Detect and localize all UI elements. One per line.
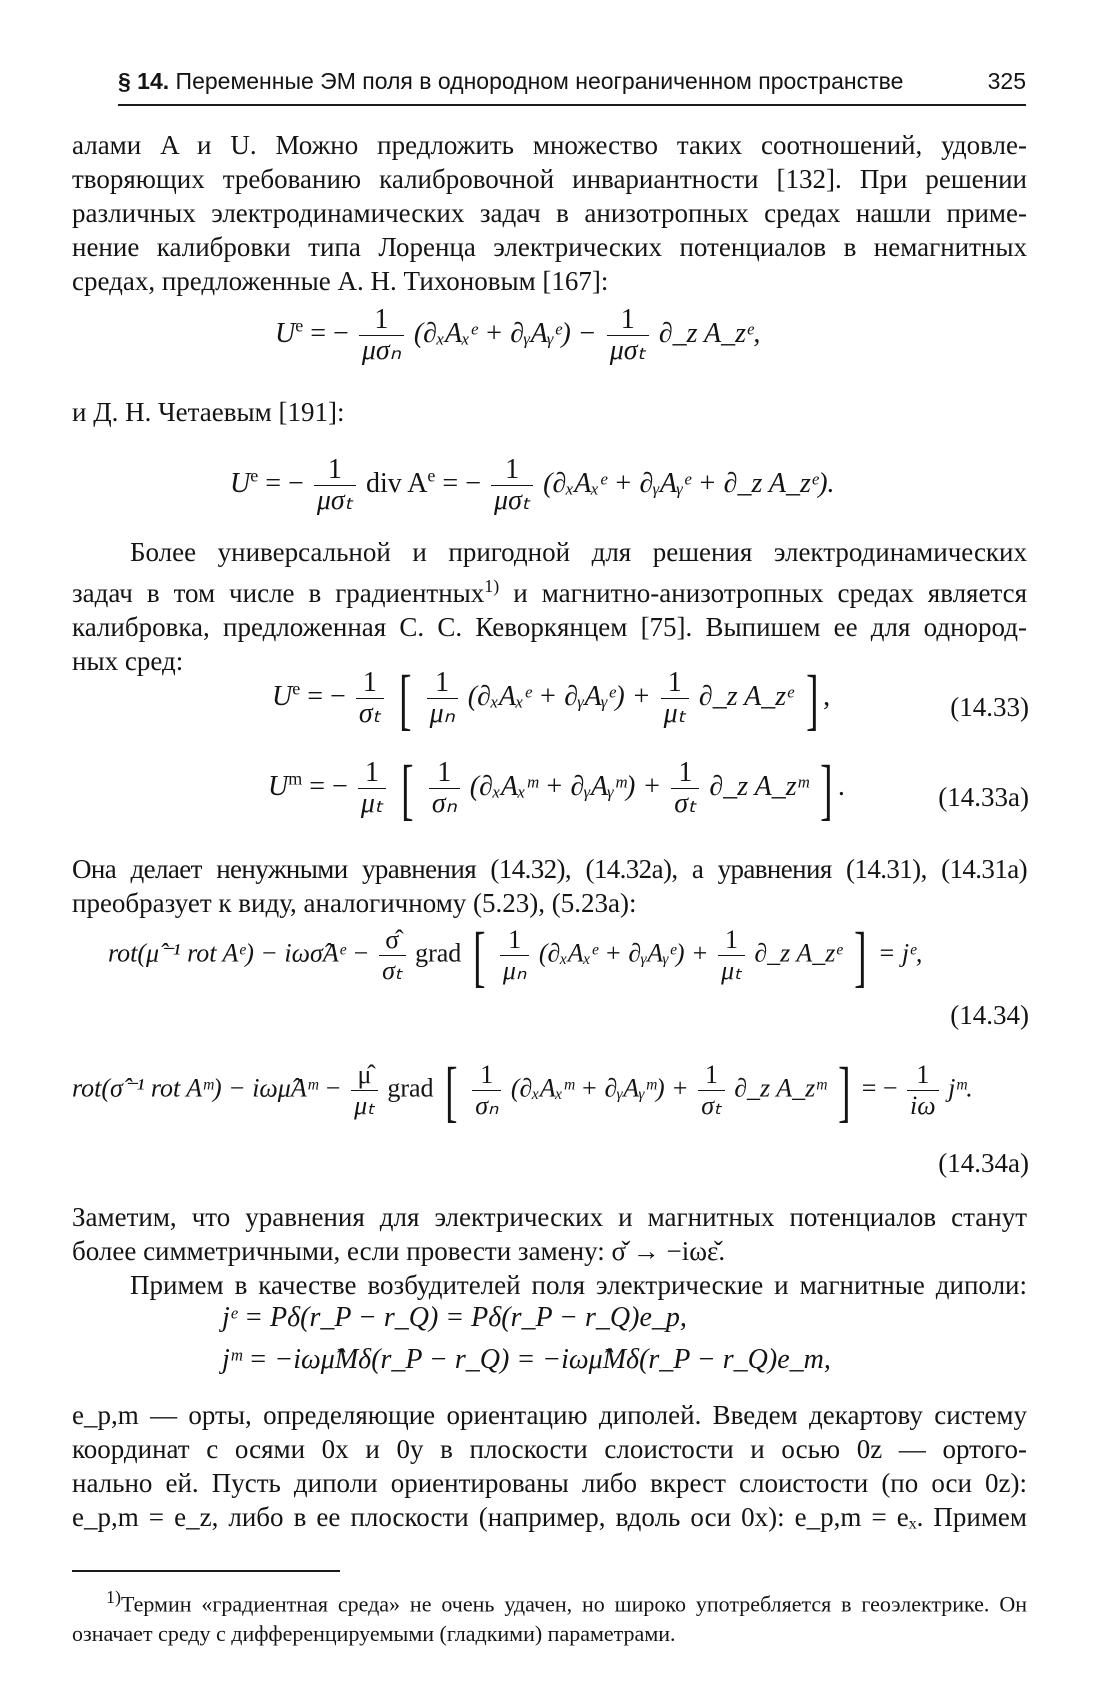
eq-term: (∂ₓAₓᵉ + ∂ᵧAᵧᵉ + ∂_z A_zᵉ). — [543, 467, 835, 499]
eq-term: = jᵉ, — [877, 938, 923, 968]
footnote-rule — [72, 1570, 340, 1572]
eq-term: ∂_z A_zᵉ — [754, 938, 843, 968]
fraction — [472, 1060, 501, 1121]
fraction — [356, 668, 384, 729]
eq-sign: = − — [310, 317, 349, 349]
eq-lhs: rot(σ̂⁻¹ rot Aᵐ) − iωμ̂Aᵐ − — [72, 1073, 342, 1103]
eq-term: ∂_z A_zᵉ — [698, 680, 794, 712]
eq-term: (∂ₓAₓᵉ + ∂ᵧAᵧᵉ) − — [413, 317, 597, 349]
eq-sup: e — [295, 315, 304, 336]
right-bracket: ] — [805, 660, 819, 737]
running-header — [118, 64, 1026, 104]
numerator: 1 — [491, 455, 533, 486]
paragraph-chetaev — [72, 395, 1027, 429]
eq-sign: = − — [442, 467, 482, 499]
numerator: 1 — [358, 758, 386, 789]
denominator: μₙ — [429, 698, 455, 729]
fraction — [379, 925, 406, 986]
left-bracket: [ — [445, 1052, 458, 1129]
eq-term: ∂_z A_zᵐ — [709, 770, 809, 802]
denominator: μσₙ — [361, 335, 401, 366]
eq-sup: e — [292, 678, 301, 699]
fraction — [314, 455, 356, 516]
denominator: iω — [910, 1091, 936, 1120]
eq-lhs: U — [268, 770, 289, 802]
equation-14-34a — [72, 1052, 973, 1129]
text-line: Более универсальной и пригодной для решения электродинамических — [130, 537, 1027, 567]
eq-term: div A — [365, 467, 428, 499]
eq-punct: , — [823, 680, 831, 712]
section-title-text: Переменные ЭМ поля в однородном неограниченном пространстве — [175, 68, 904, 94]
eq-term: (∂ₓAₓᵐ + ∂ᵧAᵧᵐ) + — [469, 770, 662, 802]
denominator: μσₜ — [609, 335, 646, 366]
paragraph-2 — [72, 535, 1027, 678]
denominator: σₙ — [431, 788, 457, 819]
numerator: 1 — [718, 925, 745, 956]
eq-sign: = − — [307, 680, 346, 712]
fraction — [698, 1060, 725, 1121]
left-bracket: [ — [472, 917, 486, 994]
right-bracket: ] — [820, 750, 833, 827]
numerator: 1 — [427, 668, 458, 699]
numerator: 1 — [472, 1060, 501, 1091]
numerator: σ̂ — [379, 925, 406, 956]
fraction — [429, 758, 460, 819]
text-segment: и магнитно-анизотропных средах является — [499, 578, 1027, 608]
right-bracket: ] — [837, 1052, 851, 1129]
equation-number: (14.33a) — [938, 782, 1029, 812]
numerator: μ̂ — [351, 1060, 378, 1091]
denominator: σₜ — [382, 956, 403, 985]
footnote-ref: 1) — [484, 576, 500, 596]
equation-14-34 — [108, 917, 923, 994]
equation-number: (14.34) — [950, 1000, 1029, 1030]
fraction — [500, 925, 529, 986]
text-line — [72, 569, 1027, 610]
numerator: 1 — [607, 305, 649, 336]
eq-term: jᵐ = −iωμ̂Mδ(r_P − r_Q) = −iωμ̂Mδ(r_P − r_Q)e_m, — [222, 1344, 831, 1375]
left-bracket: [ — [401, 750, 414, 827]
numerator: 1 — [698, 1060, 725, 1091]
eq-lhs: rot(μ̂⁻¹ rot Aᵉ) − iωσ̂Aᵉ − — [108, 938, 370, 968]
numerator: 1 — [500, 925, 529, 956]
paragraph-6 — [72, 1398, 1027, 1534]
fraction — [718, 925, 745, 986]
numerator: 1 — [359, 305, 404, 336]
eq-sign: = − — [861, 1073, 898, 1103]
equation-chetaev — [230, 455, 835, 516]
paragraph-5 — [72, 1268, 1027, 1302]
denominator: σₜ — [701, 1091, 722, 1120]
eq-term: jᵐ. — [948, 1073, 973, 1103]
text-line: Заметим, что уравнения для электрических и магнитных потенциалов станут — [72, 1202, 1027, 1232]
text-line: нально ей. Пусть диполи ориентированы либо вкрест слоистости (по оси 0z): — [72, 1468, 1027, 1498]
denominator: μσₜ — [494, 485, 531, 516]
numerator: 1 — [314, 455, 356, 486]
eq-term: ∂_z A_zᵉ, — [658, 317, 761, 349]
denominator: μₜ — [360, 788, 384, 819]
denominator: σₙ — [475, 1091, 499, 1120]
equation-number: (14.34a) — [938, 1148, 1029, 1178]
denominator: μₜ — [721, 956, 742, 985]
text-line: координат с осями 0x и 0y в плоскости слоистости и осью 0z — ортого- — [72, 1434, 1027, 1464]
equation-sources-magnetic — [222, 1344, 831, 1376]
equation-tikhonov — [275, 305, 760, 366]
eq-term: (∂ₓAₓᵉ + ∂ᵧAᵧᵉ) + — [467, 680, 651, 712]
text-line: e_p,m = e_z, либо в ее плоскости (например, вдоль оси 0x): e_p,m = eₓ. Примем — [72, 1502, 1027, 1532]
equation-14-33a — [268, 750, 845, 827]
eq-sign: = − — [309, 770, 348, 802]
paragraph-3 — [72, 852, 1027, 920]
footnote-text: Термин «градиентная среда» не очень удачен, но широко употребляется в геоэлектрике. Он — [121, 1591, 1027, 1617]
eq-sign: = − — [265, 467, 304, 499]
denominator: μₜ — [663, 698, 686, 729]
fraction — [661, 668, 689, 729]
text-line: нение калибровки типа Лоренца электрических потенциалов в немагнитных — [72, 232, 1027, 262]
right-bracket: ] — [853, 917, 867, 994]
fraction — [491, 455, 533, 516]
numerator: 1 — [661, 668, 689, 699]
eq-sup: e — [427, 465, 436, 486]
text-line: алами A и U. Можно предложить множество таких соотношений, удовле- — [72, 130, 1027, 160]
section-title — [118, 68, 903, 95]
eq-lhs: U — [275, 317, 296, 349]
eq-term: ∂_z A_zᵐ — [734, 1073, 827, 1103]
footnote-line — [72, 1582, 1027, 1619]
left-bracket: [ — [399, 660, 412, 737]
numerator: 1 — [671, 758, 699, 789]
text-line: более симметричными, если провести замену: σ̌ → −iωε̌. — [72, 1236, 726, 1266]
eq-sup: e — [250, 465, 259, 486]
eq-term: (∂ₓAₓᵐ + ∂ᵧAᵧᵐ) + — [510, 1073, 689, 1103]
text-segment: задач в том числе в градиентных — [72, 578, 485, 608]
text-line: и Д. Н. Четаевым [191]: — [72, 397, 345, 427]
text-line: преобразует к виду, аналогичному (5.23), (5.23а): — [72, 888, 637, 918]
denominator: μₜ — [354, 1091, 375, 1120]
text-line: e_p,m — орты, определяющие ориентацию диполей. Введем декартову систему — [72, 1400, 1027, 1430]
text-line: средах, предложенные А. Н. Тихоновым [167]: — [72, 266, 609, 296]
denominator: μσₜ — [316, 485, 353, 516]
eq-term: jᵉ = Pδ(r_P − r_Q) = Pδ(r_P − r_Q)e_p, — [222, 1302, 687, 1333]
numerator: 1 — [356, 668, 384, 699]
paragraph-1 — [72, 128, 1027, 298]
fraction — [359, 305, 404, 366]
equation-14-33 — [272, 660, 831, 737]
text-line: Примем в качестве возбудителей поля электрические и магнитные диполи: — [130, 1270, 1027, 1300]
text-line: различных электродинамических задач в анизотропных средах нашли приме- — [72, 198, 1027, 228]
text-line: калибровка, предложенная С. С. Кеворкянцем [75]. Выпишем ее для однород- — [72, 612, 1027, 642]
numerator: 1 — [907, 1060, 939, 1091]
numerator: 1 — [429, 758, 460, 789]
footnote-line: означает среду с дифференцируемыми (гладкими) параметрами. — [72, 1621, 676, 1647]
paragraph-4 — [72, 1200, 1027, 1268]
denominator: μₙ — [502, 956, 527, 985]
fraction — [607, 305, 649, 366]
section-mark: § 14. — [118, 68, 170, 94]
eq-sup: m — [288, 768, 303, 789]
text-line: ных сред: — [72, 646, 184, 676]
fraction — [907, 1060, 939, 1121]
page-number: 325 — [987, 68, 1026, 94]
footnote — [72, 1582, 1027, 1649]
denominator: σₜ — [358, 698, 381, 729]
text-line: творяющих требованию калибровочной инвариантности [132]. При решении — [72, 164, 1027, 194]
eq-term: (∂ₓAₓᵉ + ∂ᵧAᵧᵉ) + — [538, 938, 709, 968]
equation-sources-electric — [222, 1302, 687, 1334]
eq-lhs: U — [272, 680, 293, 712]
eq-term: grad — [415, 938, 462, 968]
footnote-mark: 1) — [106, 1587, 121, 1607]
eq-term: grad — [387, 1073, 434, 1103]
equation-number: (14.33) — [950, 692, 1029, 722]
eq-lhs: U — [230, 467, 251, 499]
header-rule — [118, 104, 1026, 106]
eq-punct: . — [837, 770, 845, 802]
fraction — [351, 1060, 378, 1121]
fraction — [427, 668, 458, 729]
text-line: Она делает ненужными уравнения (14.32), (14.32а), а уравнения (14.31), (14.31а) — [72, 854, 1027, 884]
denominator: σₜ — [674, 788, 697, 819]
fraction — [358, 758, 386, 819]
fraction — [671, 758, 699, 819]
